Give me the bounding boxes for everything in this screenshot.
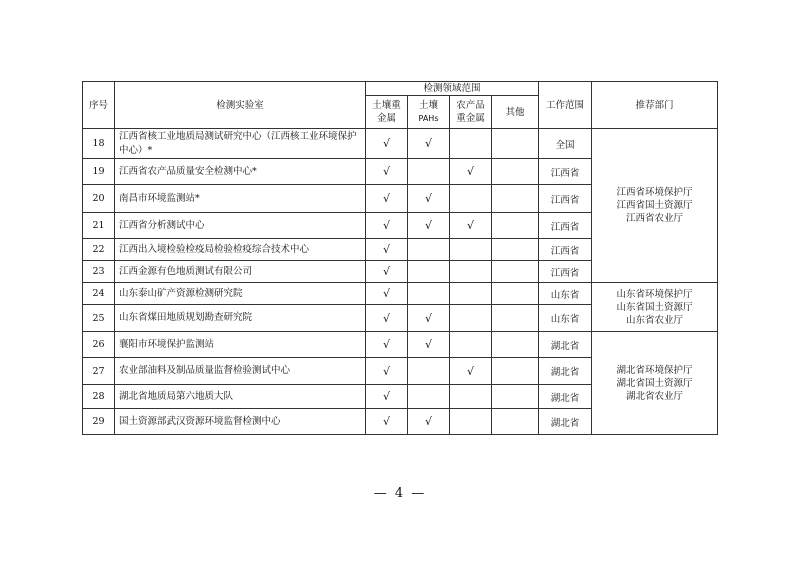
other-check-cell [492,213,539,239]
work-scope: 山东省 [539,305,592,332]
other-check-cell [492,185,539,213]
recommend-dept [592,129,718,283]
soil-check-cell [366,409,408,435]
soil-check-cell [366,159,408,185]
lab-name: 江西出入境检验检疫局检验检疫综合技术中心 [115,239,366,261]
table-body [83,129,718,435]
other-check-cell [492,129,539,159]
page-number: — 4 — [373,486,427,501]
header-other: 其他 [492,96,539,129]
lab-name: 山东泰山矿产资源检测研究院 [115,283,366,305]
row-number: 26 [83,332,115,358]
soil-check-cell [366,283,408,305]
dept-name: 山东省农业厅 [626,314,684,326]
work-scope: 江西省 [539,185,592,213]
work-scope: 湖北省 [539,385,592,409]
pahs-check-cell [408,185,450,213]
check-mark-icon: √ [382,137,390,150]
row-number: 29 [83,409,115,435]
row-number: 28 [83,385,115,409]
header-lab: 检测实验室 [115,82,366,129]
table-row [83,283,718,305]
lab-name: 襄阳市环境保护监测站 [115,332,366,358]
check-mark-icon: √ [466,364,474,378]
agri-check-cell [450,213,492,239]
pahs-check-cell [408,261,450,283]
pahs-check-cell [408,358,450,385]
check-mark-icon: √ [424,311,432,325]
soil-check-cell [366,213,408,239]
other-check-cell [492,159,539,185]
header-soil-pahs-top: 土壤 [418,100,438,111]
work-scope: 湖北省 [539,332,592,358]
other-check-cell [492,261,539,283]
table-row [83,332,718,358]
agri-check-cell [450,332,492,358]
check-mark-icon: √ [382,364,390,378]
work-scope: 湖北省 [539,358,592,385]
soil-check-cell [366,358,408,385]
lab-name: 湖北省地质局第六地质大队 [115,385,366,409]
row-number: 22 [83,239,115,261]
check-mark-icon: √ [382,338,390,351]
soil-check-cell [366,129,408,159]
work-scope: 江西省 [539,159,592,185]
check-mark-icon: √ [466,165,474,178]
header-scope: 工作范围 [539,82,592,129]
lab-name: 国土资源部武汉资源环境监督检测中心 [115,409,366,435]
check-mark-icon: √ [382,243,390,256]
other-check-cell [492,358,539,385]
check-mark-icon: √ [382,390,390,403]
pahs-check-cell [408,409,450,435]
other-check-cell [492,332,539,358]
dept-name: 湖北省农业厅 [626,390,684,402]
pahs-check-cell [408,283,450,305]
pahs-check-cell [408,159,450,185]
pahs-check-cell [408,213,450,239]
row-number: 25 [83,305,115,332]
dept-name: 湖北省国土资源厅 [616,377,693,389]
check-mark-icon: √ [424,415,432,428]
header-agri-metal [450,96,492,129]
soil-check-cell [366,305,408,332]
agri-check-cell [450,358,492,385]
header-soil-metal [366,96,408,129]
header-seq: 序号 [83,82,115,129]
work-scope: 江西省 [539,239,592,261]
laboratory-table [82,81,718,435]
agri-check-cell [450,239,492,261]
row-number: 24 [83,283,115,305]
soil-check-cell [366,185,408,213]
check-mark-icon: √ [382,415,390,428]
work-scope: 全国 [539,129,592,159]
dept-name: 湖北省环境保护厅 [616,364,693,376]
agri-check-cell [450,185,492,213]
soil-check-cell [366,239,408,261]
check-mark-icon: √ [424,338,432,351]
agri-check-cell [450,305,492,332]
check-mark-icon: √ [382,265,390,278]
dept-name: 江西省农业厅 [626,213,684,224]
other-check-cell [492,239,539,261]
work-scope: 山东省 [539,283,592,305]
agri-check-cell [450,129,492,159]
header-soil-metal-text: 土壤重金属 [372,100,401,124]
header-soil-pahs-bottom: PAHs [418,114,439,123]
dept-name: 山东省环境保护厅 [616,288,693,300]
other-check-cell [492,385,539,409]
agri-check-cell [450,385,492,409]
lab-name: 山东省煤田地质规划勘查研究院 [115,305,366,332]
lab-name: 江西省农产品质量安全检测中心* [115,159,366,185]
soil-check-cell [366,385,408,409]
row-number: 23 [83,261,115,283]
agri-check-cell [450,409,492,435]
header-dept: 推荐部门 [592,82,718,129]
pahs-check-cell [408,129,450,159]
pahs-check-cell [408,239,450,261]
check-mark-icon: √ [382,287,390,300]
other-check-cell [492,305,539,332]
recommend-dept [592,283,718,332]
other-check-cell [492,409,539,435]
table-row [83,129,718,159]
recommend-dept [592,332,718,435]
agri-check-cell [450,261,492,283]
agri-check-cell [450,159,492,185]
lab-name: 江西省分析测试中心 [115,213,366,239]
work-scope: 江西省 [539,261,592,283]
check-mark-icon: √ [424,137,432,150]
pahs-check-cell [408,332,450,358]
lab-name: 江西金源有色地质测试有限公司 [115,261,366,283]
check-mark-icon: √ [424,192,432,205]
soil-check-cell [366,332,408,358]
check-mark-icon: √ [424,219,432,232]
check-mark-icon: √ [382,165,390,178]
row-number: 20 [83,185,115,213]
soil-check-cell [366,261,408,283]
dept-name: 江西省国土资源厅 [616,200,693,211]
header-domain-group: 检测领域范围 [366,82,539,96]
dept-name: 山东省国土资源厅 [616,301,693,313]
header-agri-metal-text: 农产品重金属 [456,100,485,124]
pahs-check-cell [408,305,450,332]
check-mark-icon: √ [466,219,474,232]
check-mark-icon: √ [382,311,390,325]
lab-name: 江西省核工业地质局测试研究中心（江西核工业环境保护中心）* [115,129,366,159]
work-scope: 湖北省 [539,409,592,435]
other-check-cell [492,283,539,305]
lab-name: 农业部油料及制品质量监督检验测试中心 [115,358,366,385]
check-mark-icon: √ [382,219,390,232]
lab-name: 南昌市环境监测站* [115,185,366,213]
row-number: 18 [83,129,115,159]
check-mark-icon: √ [382,192,390,205]
agri-check-cell [450,283,492,305]
row-number: 19 [83,159,115,185]
header-soil-pahs [408,96,450,129]
work-scope: 江西省 [539,213,592,239]
row-number: 27 [83,358,115,385]
pahs-check-cell [408,385,450,409]
row-number: 21 [83,213,115,239]
dept-name: 江西省环境保护厅 [616,187,693,198]
